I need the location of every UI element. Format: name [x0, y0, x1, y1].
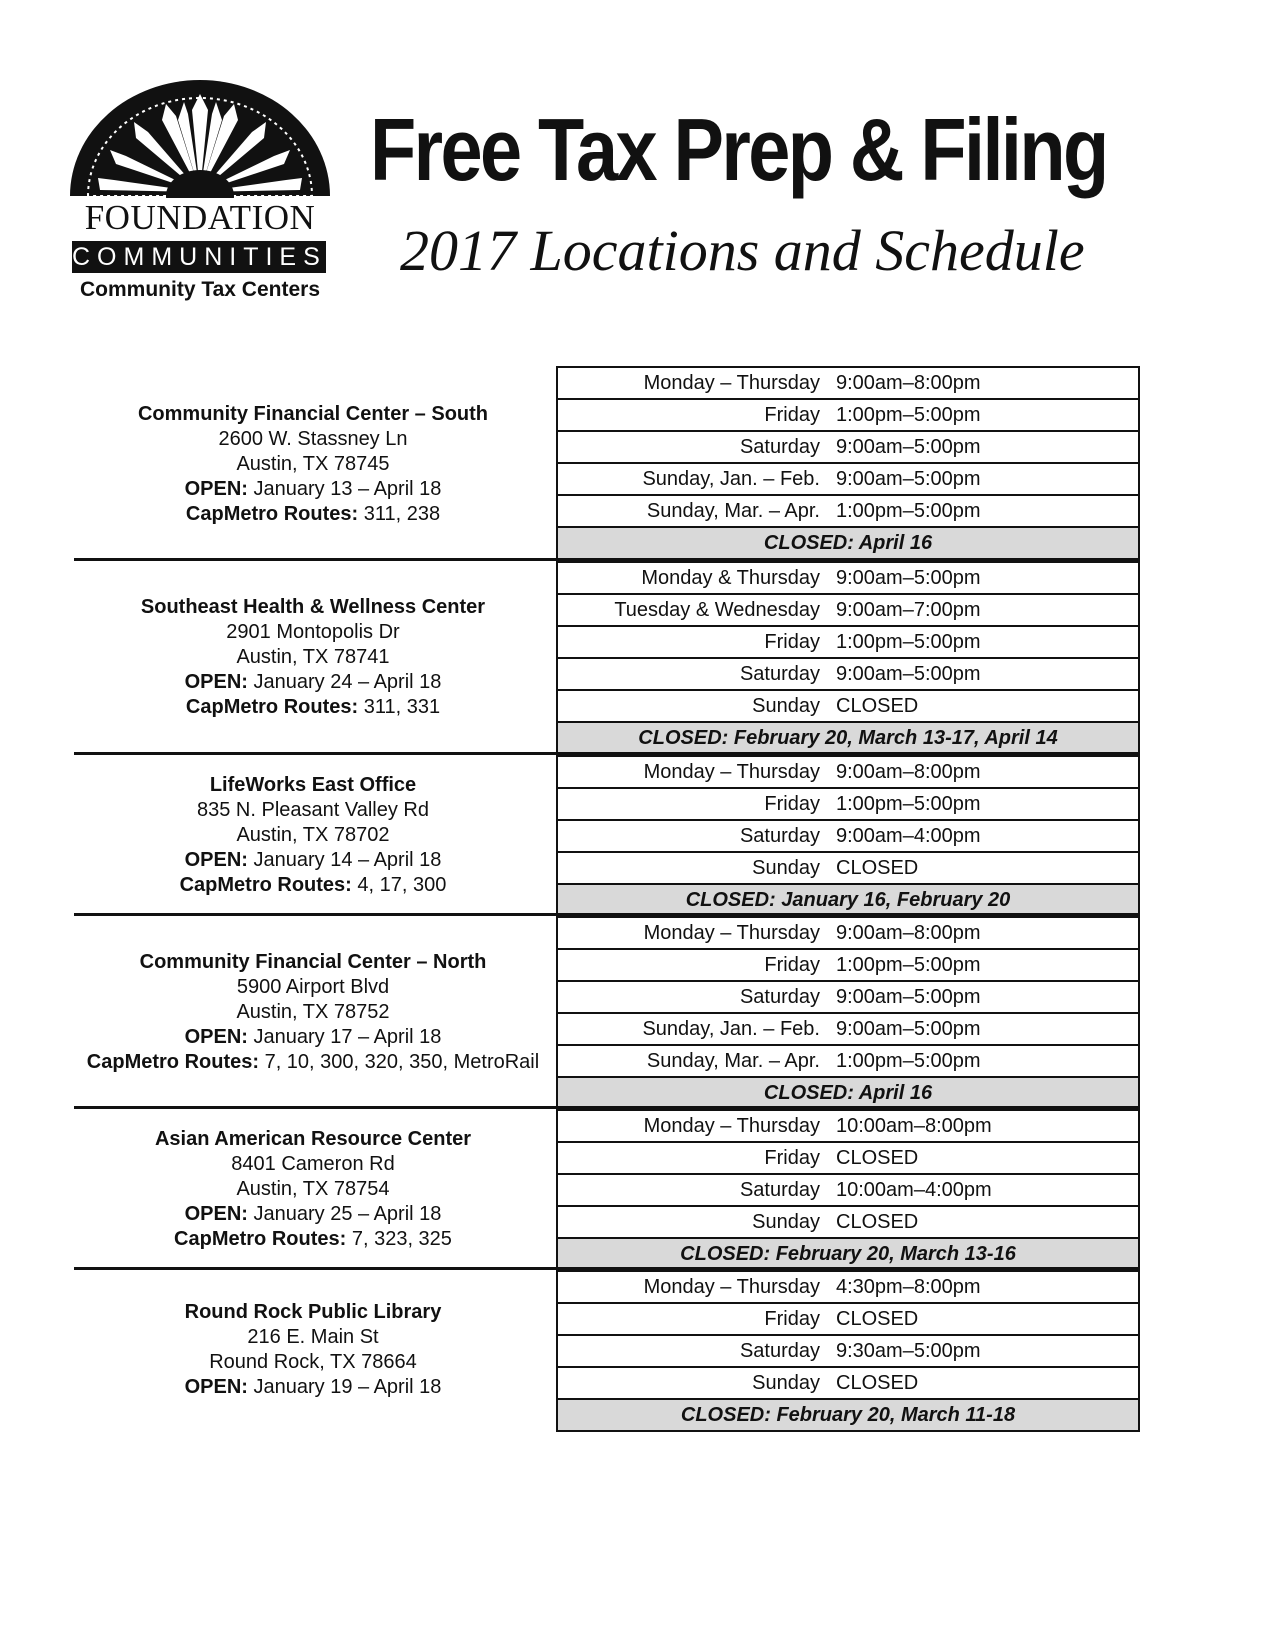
location-routes: [74, 502, 552, 527]
location-routes: [74, 1227, 552, 1252]
location-open: [74, 670, 552, 695]
location-open: [74, 1202, 552, 1227]
location-routes: [74, 695, 552, 720]
hours-table: [556, 916, 1140, 1110]
hours-time: 1:00pm–5:00pm: [836, 953, 981, 976]
hours-row: [558, 430, 1138, 462]
hours-time: 9:00am–5:00pm: [836, 435, 981, 458]
location-address: 216 E. Main St: [247, 1326, 379, 1348]
hours-time: 9:00am–8:00pm: [836, 371, 981, 394]
hours-day: Friday: [764, 403, 820, 426]
hours-day: Friday: [764, 792, 820, 815]
location-routes: [64, 1050, 562, 1075]
hours-day: Monday – Thursday: [643, 921, 820, 944]
location-section: [74, 1106, 1140, 1269]
open-label: OPEN:: [184, 671, 248, 693]
hours-table: [556, 755, 1140, 917]
location-city: Austin, TX 78745: [236, 453, 390, 475]
hours-day: Friday: [764, 630, 820, 653]
hours-row: [558, 1270, 1138, 1302]
hours-time: 9:00am–5:00pm: [836, 985, 981, 1008]
hours-time: 1:00pm–5:00pm: [836, 403, 981, 426]
location-section: [74, 558, 1140, 753]
location-open: [74, 848, 552, 873]
hours-row: [558, 851, 1138, 883]
closed-dates-row: CLOSED: April 16: [558, 526, 1138, 558]
hours-time: 1:00pm–5:00pm: [836, 1049, 981, 1072]
location-name: Asian American Resource Center: [154, 1128, 472, 1150]
hours-row: [558, 625, 1138, 657]
hours-row: [558, 787, 1138, 819]
routes-label: CapMetro Routes:: [185, 503, 359, 525]
hours-row: [558, 398, 1138, 430]
closed-dates-row: CLOSED: February 20, March 11-18: [558, 1398, 1138, 1430]
open-dates: January 14 – April 18: [247, 849, 442, 871]
logo-subtitle: Community Tax Centers: [80, 278, 320, 301]
hours-table: [556, 1109, 1140, 1271]
hours-day: Monday – Thursday: [643, 1114, 820, 1137]
hours-row: [558, 1012, 1138, 1044]
hours-day: Saturday: [739, 435, 820, 458]
location-name: Community Financial Center – North: [139, 951, 487, 973]
hours-row: [558, 916, 1138, 948]
hours-time: CLOSED: [836, 856, 919, 879]
hours-time: 1:00pm–5:00pm: [836, 499, 981, 522]
hours-time: 9:00am–5:00pm: [836, 566, 981, 589]
location-city: Austin, TX 78702: [236, 824, 390, 846]
routes-label: CapMetro Routes:: [174, 1228, 347, 1250]
hours-day: Monday – Thursday: [643, 760, 820, 783]
hours-row: [558, 593, 1138, 625]
hours-day: Saturday: [739, 985, 820, 1008]
routes-label: CapMetro Routes:: [179, 874, 352, 896]
closed-dates-row: CLOSED: April 16: [558, 1076, 1138, 1108]
closed-dates-row: CLOSED: February 20, March 13-17, April 14: [558, 721, 1138, 753]
location-name: Community Financial Center – South: [137, 403, 489, 425]
hours-row: [558, 494, 1138, 526]
location-address: 5900 Airport Blvd: [236, 976, 390, 998]
page-subtitle: 2017 Locations and Schedule: [400, 218, 1085, 283]
hours-row: [558, 1173, 1138, 1205]
hours-day: Sunday, Mar. – Apr.: [646, 1049, 820, 1072]
open-label: OPEN:: [184, 849, 248, 871]
hours-day: Monday – Thursday: [643, 371, 820, 394]
hours-time: 1:00pm–5:00pm: [836, 630, 981, 653]
hours-day: Friday: [764, 953, 820, 976]
location-info: [74, 402, 552, 527]
hours-time: 9:00am–5:00pm: [836, 1017, 981, 1040]
location-address: 835 N. Pleasant Valley Rd: [197, 799, 429, 821]
location-info: [74, 773, 552, 898]
hours-day: Sunday: [752, 694, 820, 717]
hours-row: [558, 1044, 1138, 1076]
hours-row: [558, 1205, 1138, 1237]
routes-value: 4, 17, 300: [351, 874, 447, 896]
open-label: OPEN:: [184, 1376, 248, 1398]
hours-time: CLOSED: [836, 1146, 919, 1169]
hours-day: Sunday: [752, 1210, 820, 1233]
location-city: Round Rock, TX 78664: [209, 1351, 417, 1373]
hours-day: Monday & Thursday: [641, 566, 820, 589]
hours-day: Saturday: [739, 662, 820, 685]
open-dates: January 25 – April 18: [247, 1203, 442, 1225]
hours-time: 9:00am–4:00pm: [836, 824, 981, 847]
hours-row: [558, 1302, 1138, 1334]
location-city: Austin, TX 78752: [236, 1001, 390, 1023]
sunburst-logo-icon: [70, 80, 330, 198]
location-section: [74, 1267, 1140, 1432]
routes-value: 311, 331: [358, 696, 441, 718]
logo-band: COMMUNITIES: [72, 243, 327, 271]
hours-time: 9:00am–8:00pm: [836, 760, 981, 783]
hours-row: [558, 657, 1138, 689]
location-city: Austin, TX 78741: [236, 646, 390, 668]
location-address: 8401 Cameron Rd: [231, 1153, 395, 1175]
hours-time: 9:30am–5:00pm: [836, 1339, 981, 1362]
location-open: [74, 1375, 552, 1400]
hours-row: [558, 561, 1138, 593]
hours-time: CLOSED: [836, 694, 919, 717]
hours-day: Sunday, Mar. – Apr.: [646, 499, 820, 522]
hours-day: Saturday: [739, 1339, 820, 1362]
hours-day: Monday – Thursday: [643, 1275, 820, 1298]
hours-row: [558, 689, 1138, 721]
hours-day: Friday: [764, 1146, 820, 1169]
hours-row: [558, 819, 1138, 851]
hours-day: Saturday: [739, 824, 820, 847]
hours-time: CLOSED: [836, 1371, 919, 1394]
location-open: [74, 477, 552, 502]
hours-row: [558, 1334, 1138, 1366]
hours-time: 4:30pm–8:00pm: [836, 1275, 981, 1298]
hours-day: Tuesday & Wednesday: [614, 598, 820, 621]
hours-time: 9:00am–8:00pm: [836, 921, 981, 944]
hours-day: Sunday: [752, 1371, 820, 1394]
hours-time: 1:00pm–5:00pm: [836, 792, 981, 815]
location-section: [74, 366, 1140, 558]
hours-row: [558, 1109, 1138, 1141]
hours-time: 10:00am–8:00pm: [836, 1114, 992, 1137]
location-info: [64, 950, 562, 1075]
hours-table: [556, 1270, 1140, 1432]
location-name: Southeast Health & Wellness Center: [140, 596, 486, 618]
location-name: Round Rock Public Library: [184, 1301, 442, 1323]
hours-day: Sunday, Jan. – Feb.: [642, 1017, 820, 1040]
hours-row: [558, 366, 1138, 398]
location-section: [74, 913, 1140, 1108]
hours-row: [558, 1141, 1138, 1173]
hours-row: [558, 980, 1138, 1012]
open-label: OPEN:: [184, 478, 248, 500]
logo-wordmark: FOUNDATION: [84, 198, 316, 237]
hours-time: 10:00am–4:00pm: [836, 1178, 992, 1201]
hours-table: [556, 561, 1140, 755]
hours-row: [558, 948, 1138, 980]
open-label: OPEN:: [184, 1203, 248, 1225]
hours-time: 9:00am–5:00pm: [836, 467, 981, 490]
open-dates: January 17 – April 18: [247, 1026, 442, 1048]
open-dates: January 19 – April 18: [247, 1376, 442, 1398]
routes-value: 311, 238: [358, 503, 441, 525]
open-dates: January 24 – April 18: [247, 671, 442, 693]
open-dates: January 13 – April 18: [247, 478, 442, 500]
hours-table: [556, 366, 1140, 560]
location-info: [74, 1127, 552, 1252]
location-info: [74, 595, 552, 720]
routes-value: 7, 323, 325: [346, 1228, 452, 1250]
location-routes: [74, 873, 552, 898]
hours-row: [558, 755, 1138, 787]
location-name: LifeWorks East Office: [209, 774, 417, 796]
routes-value: 7, 10, 300, 320, 350, MetroRail: [259, 1051, 540, 1073]
closed-dates-row: CLOSED: January 16, February 20: [558, 883, 1138, 915]
hours-time: CLOSED: [836, 1307, 919, 1330]
hours-row: [558, 1366, 1138, 1398]
hours-time: 9:00am–7:00pm: [836, 598, 981, 621]
routes-label: CapMetro Routes:: [185, 696, 359, 718]
foundation-communities-logo: [70, 80, 330, 301]
closed-dates-row: CLOSED: February 20, March 13-16: [558, 1237, 1138, 1269]
open-label: OPEN:: [184, 1026, 248, 1048]
location-section: [74, 752, 1140, 915]
hours-day: Friday: [764, 1307, 820, 1330]
hours-row: [558, 462, 1138, 494]
hours-time: CLOSED: [836, 1210, 919, 1233]
location-info: [74, 1300, 552, 1400]
hours-time: 9:00am–5:00pm: [836, 662, 981, 685]
location-open: [64, 1025, 562, 1050]
hours-day: Sunday, Jan. – Feb.: [642, 467, 820, 490]
location-city: Austin, TX 78754: [236, 1178, 390, 1200]
location-address: 2600 W. Stassney Ln: [218, 428, 408, 450]
hours-day: Sunday: [752, 856, 820, 879]
hours-day: Saturday: [739, 1178, 820, 1201]
page-title: Free Tax Prep & Filing: [370, 100, 1107, 199]
routes-label: CapMetro Routes:: [86, 1051, 260, 1073]
location-address: 2901 Montopolis Dr: [226, 621, 400, 643]
